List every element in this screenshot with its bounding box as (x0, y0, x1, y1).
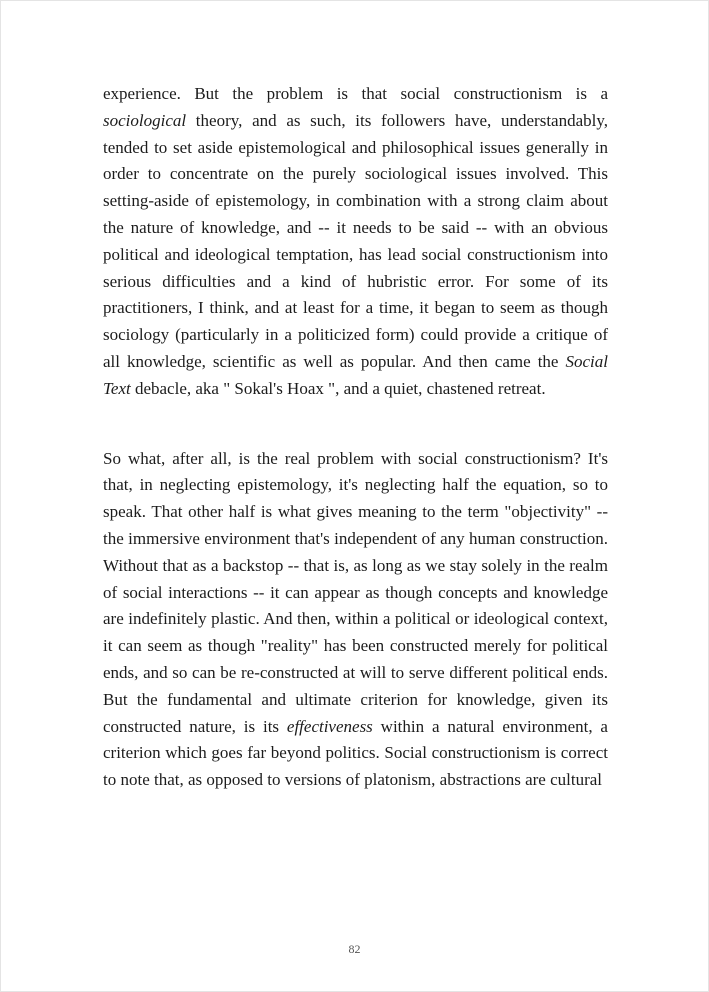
text-run: experience. But the problem is that social constructionism is a (103, 84, 608, 103)
text-block (103, 81, 608, 794)
paragraph (103, 446, 608, 794)
italic-text-run: sociological (103, 110, 187, 130)
italic-text-run: Social Text (103, 351, 608, 398)
page-number: 82 (348, 942, 361, 956)
text-run: debacle, aka " Sokal's Hoax ", and a quiet, chastened retreat. (130, 378, 546, 398)
text-run: So what, after all, is the real problem with social constructionism? It's that, in neglecting epistemology, it's neglecting half the equation, so to speak. That other half is what gives meaning to the term "objectivity" -- the immersive environment that's independent of any human construction. Without that as a backstop -- that is, as long as we stay solely in the realm of social interactions -- it can appear as though concepts and knowledge are indefinitely plastic. And then, within a political or ideological context, it can seem as though "reality" has been constructed merely for political ends, and so can be re-constructed at will to serve different political ends. But the fundamental and ultimate criterion for knowledge, given its constructed nature, is its (103, 448, 608, 736)
paragraph (103, 81, 608, 403)
text-run: theory, and as such, its followers have, understandably, tended to set aside epistemological and philosophical issues generally in order to concentrate on the purely sociological issues involved. This setting-aside of epistemology, in combination with a strong claim about the nature of knowledge, and -- it needs to be said -- with an obvious political and ideological temptation, has lead social constructionism into serious difficulties and a kind of hubristic error. For some of its practitioners, I think, and at least for a time, it began to seem as though sociology (particularly in a politicized form) could provide a critique of all knowledge, scientific as well as popular. And then came the (103, 110, 608, 371)
italic-text-run: effectiveness (286, 716, 373, 736)
text-run: within a natural environment, a criterion which goes far beyond politics. Social constructionism is correct to note that, as opposed to versions of platonism, abstractions are cultural (103, 716, 608, 790)
